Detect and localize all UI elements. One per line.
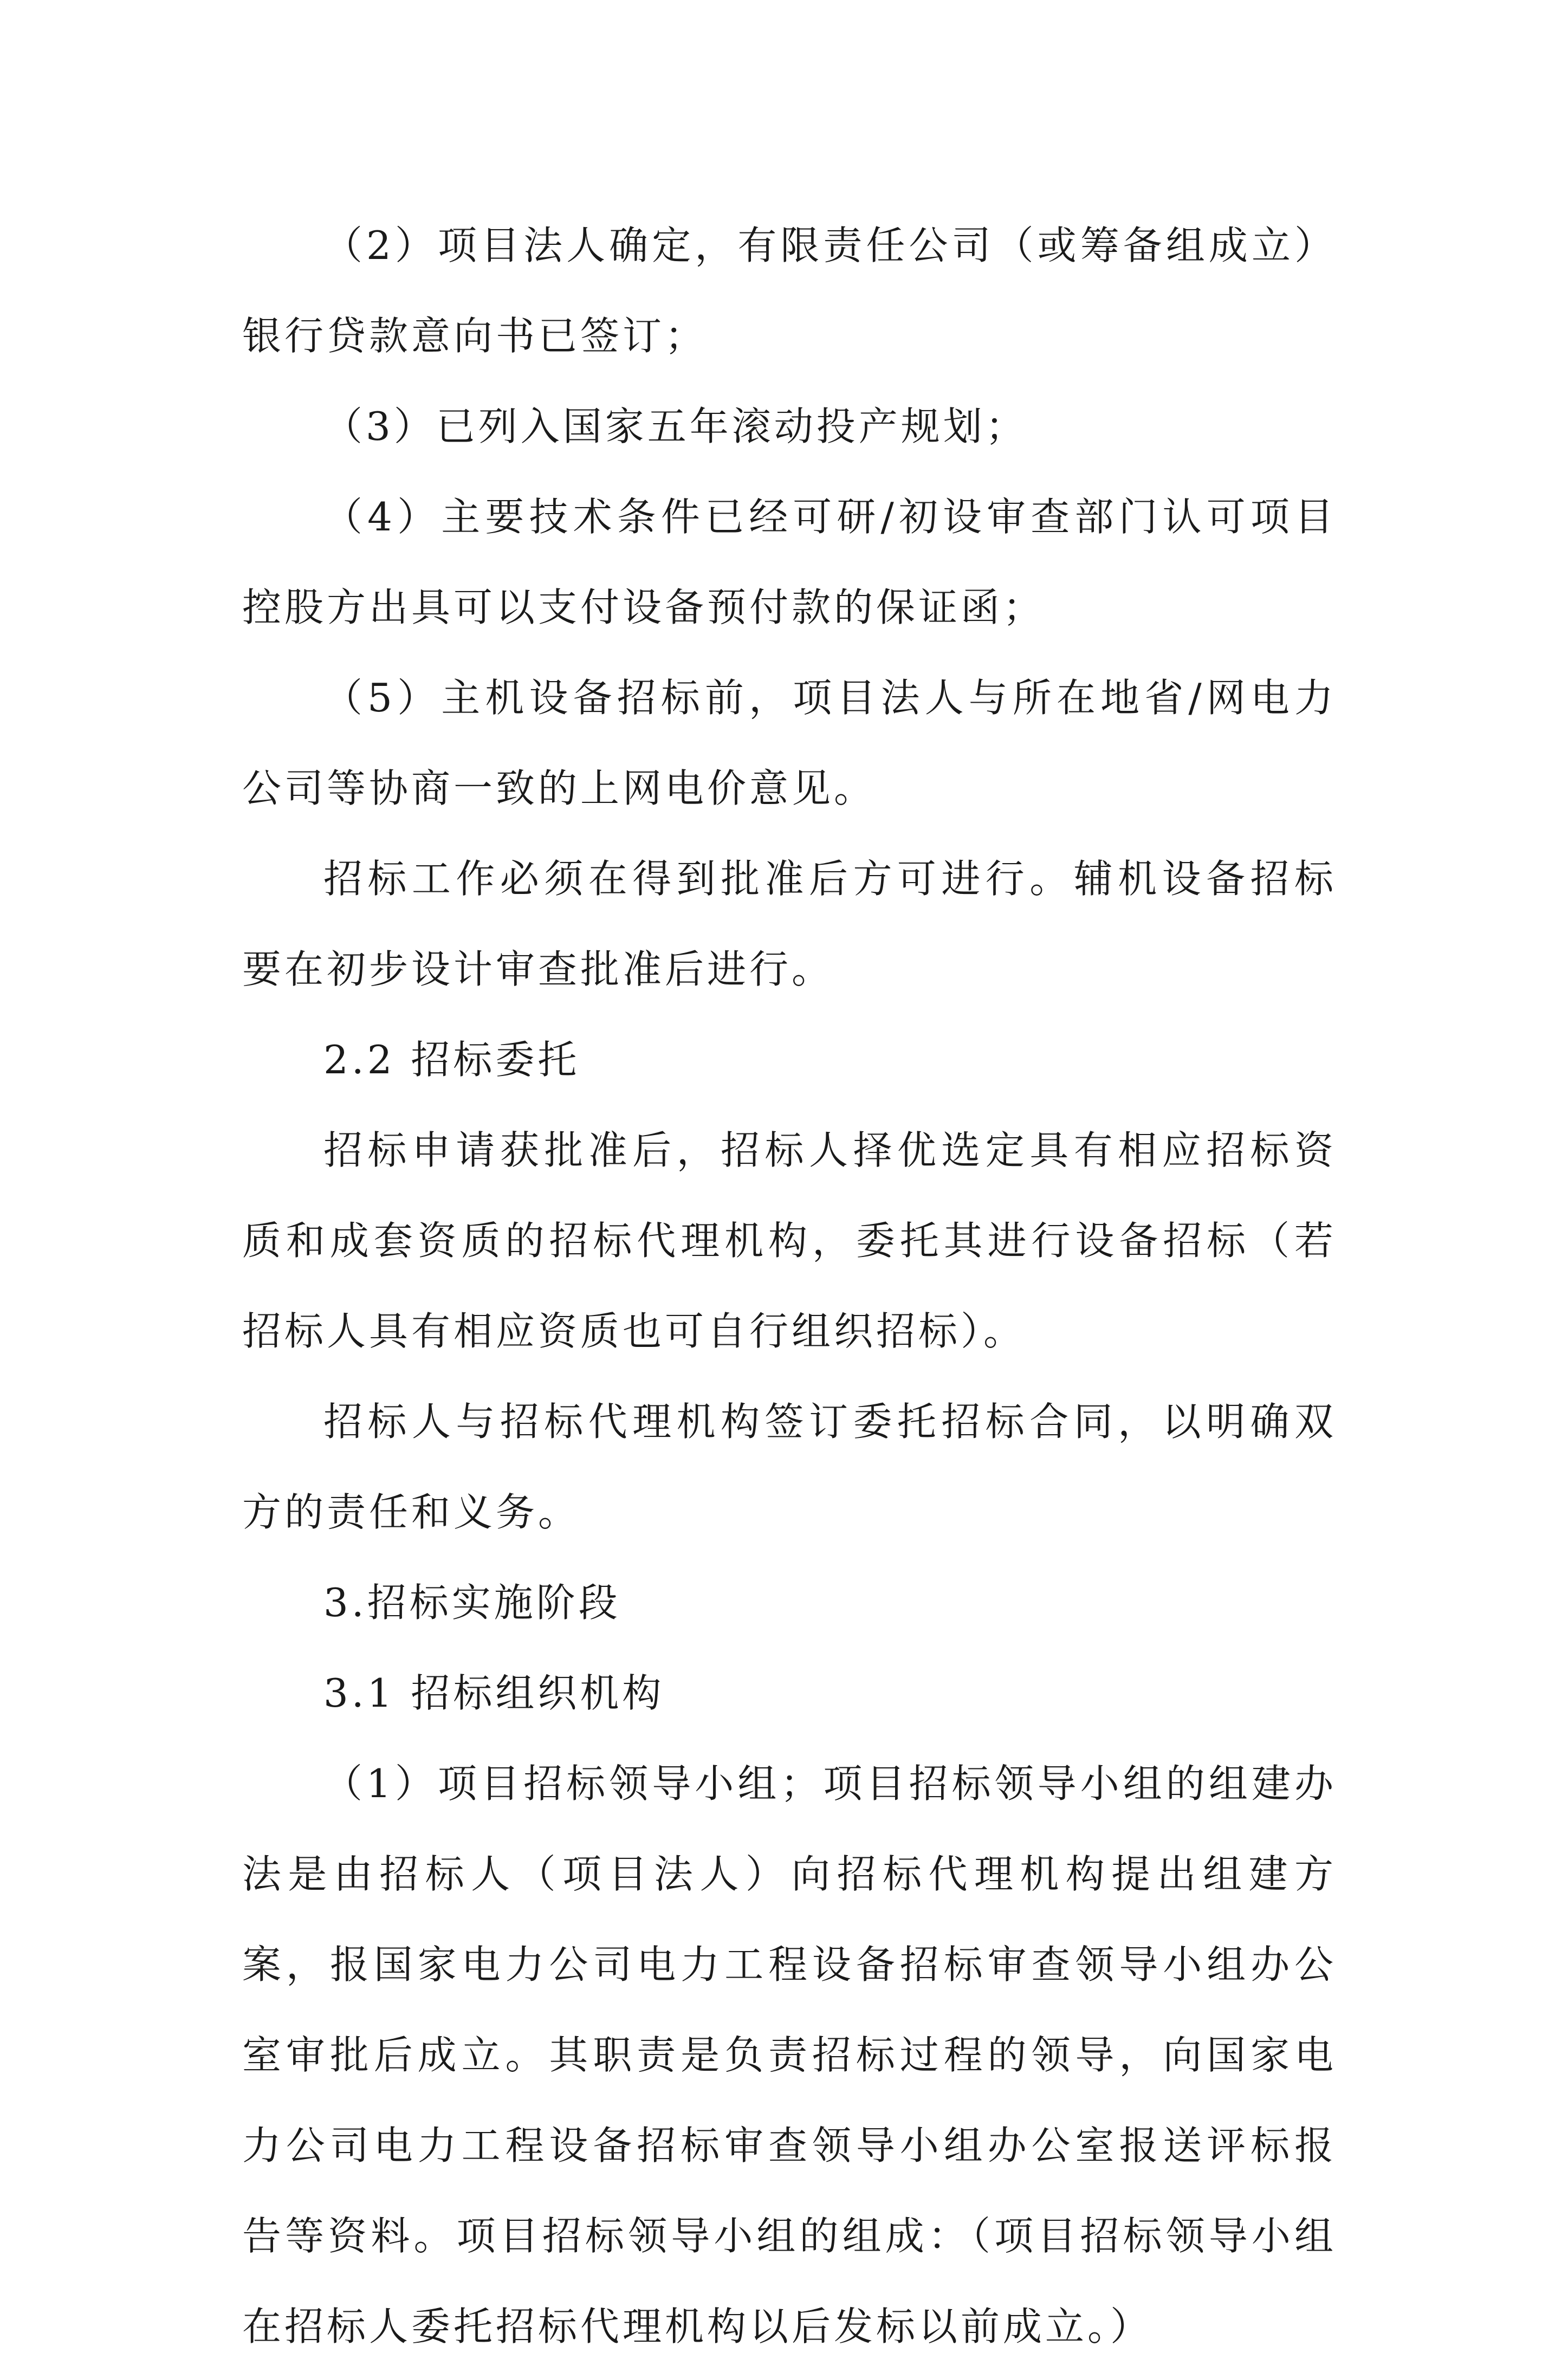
paragraph-condition-2: （2）项目法人确定，有限责任公司（或筹备组成立）银行贷款意向书已签订； — [242, 223, 1337, 359]
paragraph-agency-selection: 招标申请获批准后，招标人择优选定具有相应招标资质和成套资质的招标代理机构，委托其进行设备招标（若招标人具有相应资质也可自行组织招标）。 — [242, 1127, 1337, 1354]
paragraph-approval-note: 招标工作必须在得到批准后方可进行。辅机设备招标要在初步设计审查批准后进行。 — [242, 856, 1337, 992]
paragraph-condition-3: （3）已列入国家五年滚动投产规划； — [323, 404, 1028, 449]
paragraph-condition-5: （5）主机设备招标前，项目法人与所在地省/网电力公司等协商一致的上网电价意见。 — [242, 675, 1337, 811]
paragraph-contract: 招标人与招标代理机构签订委托招标合同，以明确双方的责任和义务。 — [242, 1399, 1337, 1535]
document-body — [242, 200, 1337, 2372]
paragraph-leadership-group: （1）项目招标领导小组；项目招标领导小组的组建办法是由招标人（项目法人）向招标代理机构提出组建方案，报国家电力公司电力工程设备招标审查领导小组办公室审批后成立。其职责是负责招标过程的领导，向国家电力公司电力工程设备招标审查领导小组办公室报送评标报告等资料。项目招标领导小组的组成：（项目招标领导小组在招标人委托招标代理机构以后发标以前成立。） — [242, 1761, 1337, 2349]
section-heading-2-2: 2.2 招标委托 — [323, 1037, 580, 1083]
section-heading-3-1: 3.1 招标组织机构 — [323, 1670, 665, 1716]
section-heading-3: 3.招标实施阶段 — [323, 1580, 621, 1625]
paragraph-condition-4: （4）主要技术条件已经可研/初设审查部门认可项目控股方出具可以支付设备预付款的保证函； — [242, 494, 1337, 630]
